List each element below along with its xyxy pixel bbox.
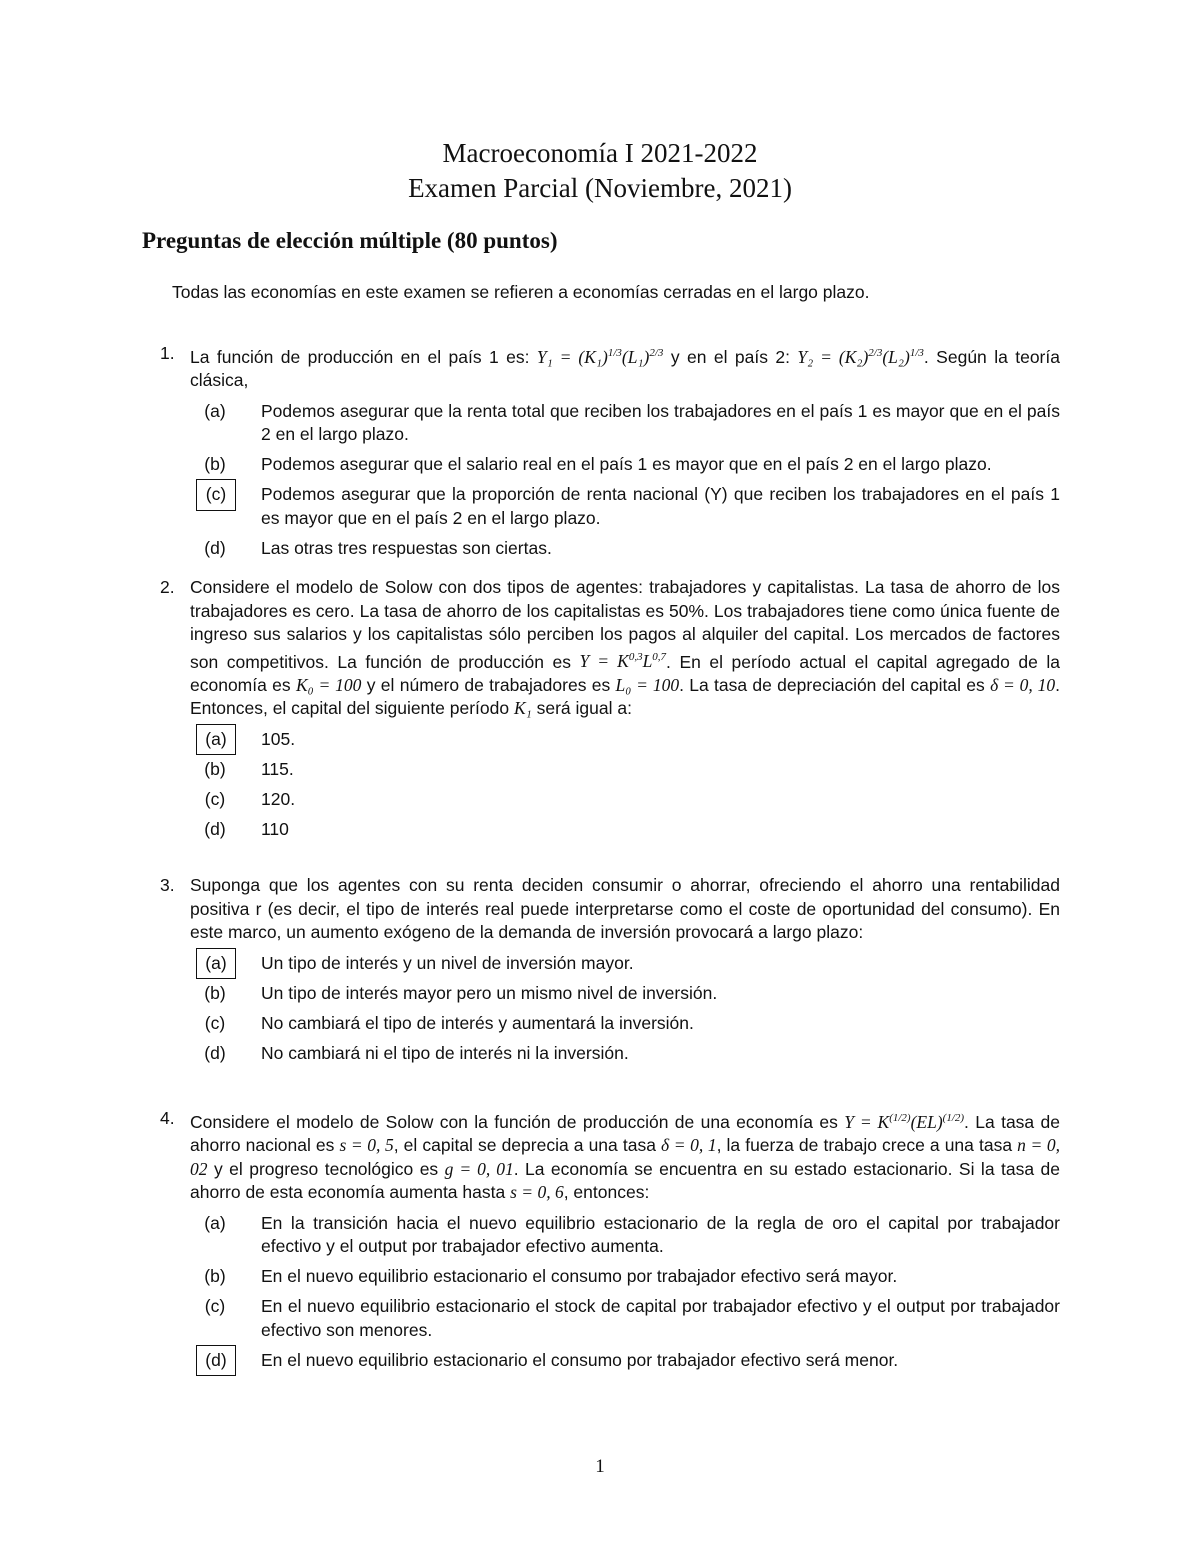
question-stem: La función de producción en el país 1 es: $Y_1 = (K_1)^{1/3}(L_1)^{2/3}$ y en el país 2: $Y_2 = (K_2)^{2/3}(L_2)^{1/3}$. Según la teoría clásica, xyxy=(190,346,1060,391)
equation: K₁ xyxy=(513,698,532,719)
exam-title: Macroeconomía I 2021-2022 xyxy=(442,138,758,168)
option-a[interactable] xyxy=(196,952,1060,976)
equation: s = 0, 6 xyxy=(510,1182,564,1203)
page-number: 1 xyxy=(595,1456,605,1477)
equation: $Y_1 = (K_1)^{1/3}(L_1)^{2/3}$ xyxy=(536,346,664,367)
options-list xyxy=(196,952,1060,1066)
option-a[interactable] xyxy=(196,728,1060,752)
option-d[interactable] xyxy=(196,537,1060,561)
option-b[interactable] xyxy=(196,1265,1060,1289)
option-label-selected: (c) xyxy=(196,479,236,511)
option-c[interactable] xyxy=(196,483,1060,530)
intro-text: Todas las economías en este examen se refieren a economías cerradas en el largo plazo. xyxy=(172,282,870,302)
option-label: (c) xyxy=(204,1012,226,1033)
question-stem: Considere el modelo de Solow con la función de producción de una economía es $Y = K^{(1/2)}(EL)^{(1/2)}$. La tasa de ahorro nacional es s = 0, 5, el capital se deprecia a una tasa δ = 0, 1, la fuerza de trabajo crece a una tasa n = 0, 02 y el progreso tecnológico es g = 0, 01. La economía se encuentra en su estado estacionario. Si la tasa de ahorro de esta economía aumenta hasta s = 0, 6, entonces: xyxy=(190,1111,1060,1203)
question-2 xyxy=(160,576,1060,848)
option-text: Las otras tres respuestas son ciertas. xyxy=(261,537,552,558)
equation: K₀ = 100 xyxy=(295,674,362,695)
option-label: (c) xyxy=(204,1296,226,1317)
option-text: Podemos asegurar que el salario real en el país 1 es mayor que en el país 2 en el largo plazo. xyxy=(261,454,992,475)
option-c[interactable] xyxy=(196,1295,1060,1342)
option-text: En la transición hacia el nuevo equilibrio estacionario de la regla de oro el capital por trabajador efectivo y el output por trabajador efectivo aumenta. xyxy=(261,1212,1060,1257)
equation: $Y = K^{0,3}L^{0,7}$ xyxy=(579,651,667,672)
option-c[interactable] xyxy=(196,1012,1060,1036)
equation: s = 0, 5 xyxy=(339,1135,394,1156)
options-list xyxy=(196,400,1060,561)
option-label: (b) xyxy=(204,1266,226,1287)
equation: n = 0, 02 xyxy=(190,1135,1060,1179)
option-d[interactable] xyxy=(196,1042,1060,1066)
options-list xyxy=(196,1212,1060,1373)
option-text: Un tipo de interés mayor pero un mismo nivel de inversión. xyxy=(261,982,718,1003)
option-text: En el nuevo equilibrio estacionario el consumo por trabajador efectivo será mayor. xyxy=(261,1266,898,1287)
option-label: (b) xyxy=(204,982,226,1003)
option-label: (d) xyxy=(204,1042,226,1063)
option-text: 120. xyxy=(261,788,296,809)
question-stem: Considere el modelo de Solow con dos tipos de agentes: trabajadores y capitalistas. La tasa de ahorro de los trabajadores es cero. La tasa de ahorro de los capitalistas es 50%. Los trabajadores tiene como única fuente de ingreso sus salarios y los capitalistas sólo perciben los pagos al alquiler del capital. Los mercados de factores son competitivos. La función de producción es $Y = K^{0,3}L^{0,7}$. En el período actual el capital agregado de la economía es K₀ = 100 y el número de trabajadores es L₀ = 100. La tasa de depreciación del capital es δ = 0, 10. Entonces, el capital del siguiente período K₁ será igual a: xyxy=(190,577,1061,719)
option-text: Un tipo de interés y un nivel de inversión mayor. xyxy=(261,952,634,973)
option-text: En el nuevo equilibrio estacionario el consumo por trabajador efectivo será menor. xyxy=(261,1349,899,1370)
question-number: 1. xyxy=(160,343,175,363)
option-c[interactable] xyxy=(196,788,1060,812)
option-label: (b) xyxy=(204,454,226,475)
exam-subtitle: Examen Parcial (Noviembre, 2021) xyxy=(408,173,792,203)
equation: L₀ = 100 xyxy=(615,674,680,695)
question-number: 4. xyxy=(160,1108,175,1128)
section-heading: Preguntas de elección múltiple (80 puntos) xyxy=(142,228,558,253)
equation: δ = 0, 10 xyxy=(990,674,1056,695)
option-text: Podemos asegurar que la renta total que reciben los trabajadores en el país 1 es mayor que en el país 2 en el largo plazo. xyxy=(261,400,1060,445)
option-label: (d) xyxy=(204,818,226,839)
equation: g = 0, 01 xyxy=(444,1158,514,1179)
option-text: 110 xyxy=(261,818,289,839)
options-list xyxy=(196,728,1060,842)
option-d[interactable] xyxy=(196,1349,1060,1373)
option-text: No cambiará ni el tipo de interés ni la inversión. xyxy=(261,1042,629,1063)
option-a[interactable] xyxy=(196,1212,1060,1259)
option-b[interactable] xyxy=(196,453,1060,477)
option-text: 105. xyxy=(261,728,296,749)
option-label-selected: (d) xyxy=(196,1345,236,1377)
option-label-selected: (a) xyxy=(196,724,236,756)
option-label-selected: (a) xyxy=(196,948,236,980)
equation: $Y = K^{(1/2)}(EL)^{(1/2)}$ xyxy=(844,1111,965,1132)
option-a[interactable] xyxy=(196,400,1060,447)
question-4 xyxy=(160,1107,1060,1379)
option-label: (a) xyxy=(204,400,226,421)
option-text: En el nuevo equilibrio estacionario el stock de capital por trabajador efectivo y el output por trabajador efectivo son menores. xyxy=(261,1296,1060,1340)
option-label: (a) xyxy=(204,1212,226,1233)
question-3 xyxy=(160,874,1060,1072)
option-label: (d) xyxy=(204,537,226,558)
option-b[interactable] xyxy=(196,758,1060,782)
option-d[interactable] xyxy=(196,818,1060,842)
option-label: (b) xyxy=(204,758,226,779)
option-text: No cambiará el tipo de interés y aumentará la inversión. xyxy=(261,1012,694,1033)
question-1 xyxy=(160,342,1060,567)
question-number: 3. xyxy=(160,875,175,895)
equation: $Y_2 = (K_2)^{2/3}(L_2)^{1/3}$ xyxy=(797,346,924,367)
equation: δ = 0, 1 xyxy=(661,1135,717,1156)
question-stem: Suponga que los agentes con su renta deciden consumir o ahorrar, ofreciendo el ahorro una rentabilidad positiva r (es decir, el tipo de interés real puede interpretarse como el coste de oportunidad del consumo). En este marco, un aumento exógeno de la demanda de inversión provocará a largo plazo: xyxy=(190,875,1060,942)
question-number: 2. xyxy=(160,577,175,597)
option-b[interactable] xyxy=(196,982,1060,1006)
option-text: 115. xyxy=(261,758,294,779)
option-label: (c) xyxy=(204,788,226,809)
option-text: Podemos asegurar que la proporción de renta nacional (Y) que reciben los trabajadores en el país 1 es mayor que en el país 2 en el largo plazo. xyxy=(261,484,1060,528)
